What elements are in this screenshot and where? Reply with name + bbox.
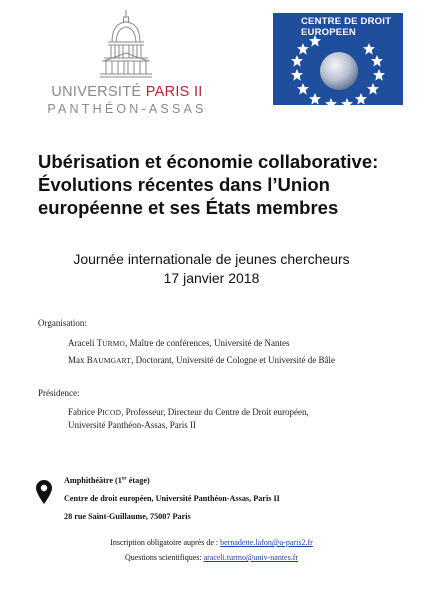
organiser-1-last-rest: URMO (102, 339, 126, 348)
location-street: 28 rue Saint-Guillaume, 75007 Paris (64, 512, 191, 521)
university-name-part2: PARIS II (145, 84, 203, 100)
room-before: Amphithéâtre (1 (64, 476, 122, 485)
questions-email-link[interactable]: araceli.turmo@univ-nantes.fr (203, 553, 299, 562)
university-name (42, 84, 212, 100)
room-sup: er (121, 475, 127, 482)
president-role: , Professeur, Directeur du Centre de Droit européen, (121, 407, 309, 417)
organiser-2-role: , Doctorant, Université de Cologne et Université de Bâle (131, 355, 336, 365)
document-title (38, 150, 398, 219)
location-pin-icon (36, 480, 52, 504)
registration-email-link[interactable]: bernadette.lafon@u-paris2.fr (220, 538, 313, 547)
title-line-1: Ubérisation et économie collaborative: (38, 151, 379, 172)
president-line-2: Université Panthéon-Assas, Paris II (68, 420, 196, 430)
cde-logo (273, 13, 403, 105)
location-room (64, 476, 150, 485)
president-last-initial: P (97, 407, 103, 417)
cde-title (301, 16, 401, 38)
title-line-2: Évolutions récentes dans l’Union (38, 174, 330, 195)
university-name-part1: UNIVERSITÉ (51, 84, 146, 100)
cde-title-line2: EUROPEEN (301, 27, 356, 38)
location-building: Centre de droit européen, Université Panthéon-Assas, Paris II (64, 494, 280, 503)
registration-line (0, 538, 423, 547)
pantheon-building-icon (98, 8, 154, 80)
title-line-3: européenne et ses États membres (38, 197, 339, 218)
organisation-heading: Organisation: (38, 318, 87, 328)
organiser-2-last-rest: AUMGART (92, 356, 132, 365)
organiser-1 (68, 338, 290, 348)
president-line-1 (68, 407, 309, 417)
organiser-2-last-initial: B (86, 355, 93, 365)
questions-label: Questions scientifiques: (124, 553, 204, 562)
organiser-2 (68, 355, 335, 365)
organiser-2-first: Max (68, 355, 87, 365)
university-logo (42, 8, 212, 118)
president-first: Fabrice (68, 407, 98, 417)
organiser-1-role: , Maître de conférences, Université de Nantes (125, 338, 290, 348)
event-date: 17 janvier 2018 (163, 270, 260, 286)
university-subtitle: PANTHÉON-ASSAS (47, 102, 207, 116)
president-last-rest: ICOD (102, 408, 122, 417)
room-after: étage) (126, 476, 150, 485)
organiser-1-first: Araceli (68, 338, 97, 348)
cde-title-line1: CENTRE DE DROIT (301, 16, 392, 27)
presidence-heading: Présidence: (38, 388, 80, 398)
organiser-1-last-initial: T (96, 338, 103, 348)
event-type: Journée internationale de jeunes chercheurs (73, 251, 350, 267)
questions-line (0, 553, 423, 562)
registration-label: Inscription obligatoire auprès de : (110, 538, 221, 547)
